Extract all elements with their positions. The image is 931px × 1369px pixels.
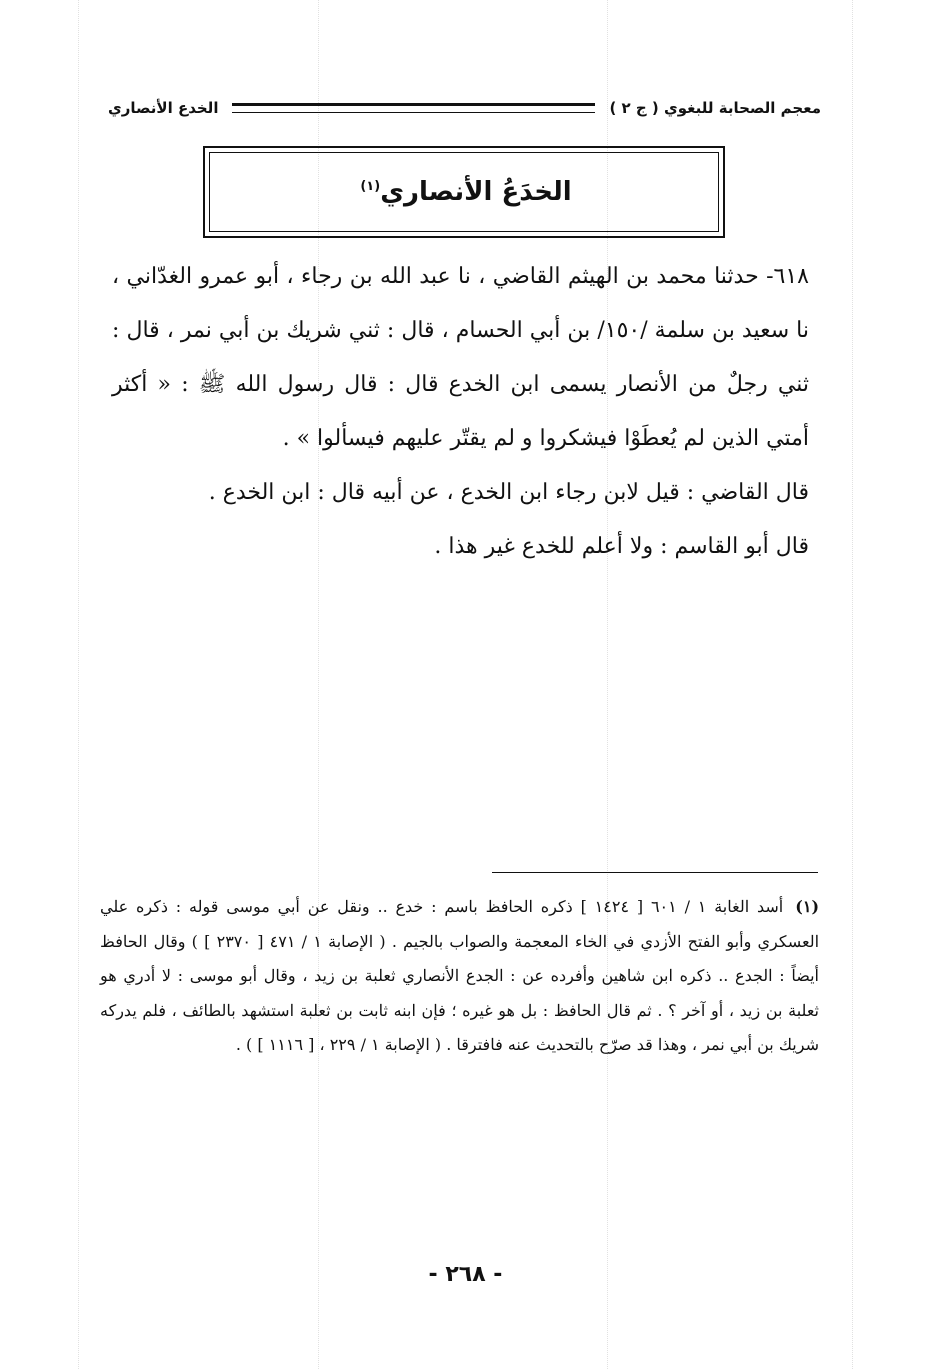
chapter-title: الخدع الأنصاري (108, 99, 219, 117)
footnote (100, 890, 819, 1063)
footnote-divider (492, 872, 818, 873)
scan-dots (852, 0, 854, 1369)
header-rule (232, 103, 595, 113)
qadi-note: قال القاضي : قيل لابن رجاء ابن الخدع ، عن أبيه قال : ابن الخدع . (208, 480, 809, 505)
footnote-number: (١) (795, 897, 820, 916)
hadith-paragraph: ٦١٨- حدثنا محمد بن الهيثم القاضي ، نا عبد الله بن رجاء ، أبو عمرو الغدّاني ، نا سعيد بن سلمة /١٥٠/ بن أبي الحسام ، قال : ثني شريك بن أبي نمر ، قال : ثني رجلٌ من الأنصار يسمى ابن الخدع قال : قال رسول الله ﷺ : « أكثر أمتي الذين لم يُعطَوْا فيشكروا و لم يقتّر عليهم فيسألوا » . (112, 264, 810, 451)
abu-al-qasim-note: قال أبو القاسم : ولا أعلم للخدع غير هذا . (434, 534, 809, 559)
entry-heading (356, 177, 571, 207)
book-title: معجم الصحابة للبغوي ( ج ٢ ) (609, 99, 821, 117)
footnote-text: أسد الغابة ١ / ٦٠١ [ ١٤٢٤ ] ذكره الحافظ باسم : خدع .. ونقل عن أبي موسى قوله : ذكره علي العسكري وأبو الفتح الأزدي في الخاء المعجمة والصواب بالجيم . ( الإصابة ١ / ٤٧١ [ ٢٣٧٠ ] ) وقال الحافظ أيضاً : الجدع .. ذكره ابن شاهين وأفرده عن : الجدع الأنصاري ثعلبة بن زيد ، وقال أبو موسى : لا أدري هو ثعلبة بن زيد ، أو آخر ؟ . ثم قال الحافظ : بل هو غيره ؛ فإن ابنه ثابت بن ثعلبة استشهد بالطائف ، فلم يدركه شريك بن أبي نمر ، وهذا قد صرّح بالتحديث عنه فافترقا . ( الإصابة ١ / ٢٢٩ ، [ ١١١٦ ] ) . (100, 897, 820, 1054)
scan-dots (78, 0, 80, 1369)
entry-title-box (203, 146, 725, 238)
entry-title: الخدَعُ الأنصاري (380, 177, 572, 207)
page-number: - ٢٦٨ - (428, 1262, 503, 1287)
running-header (108, 92, 821, 124)
main-text (112, 250, 809, 574)
footnote-marker: (١) (360, 179, 381, 195)
